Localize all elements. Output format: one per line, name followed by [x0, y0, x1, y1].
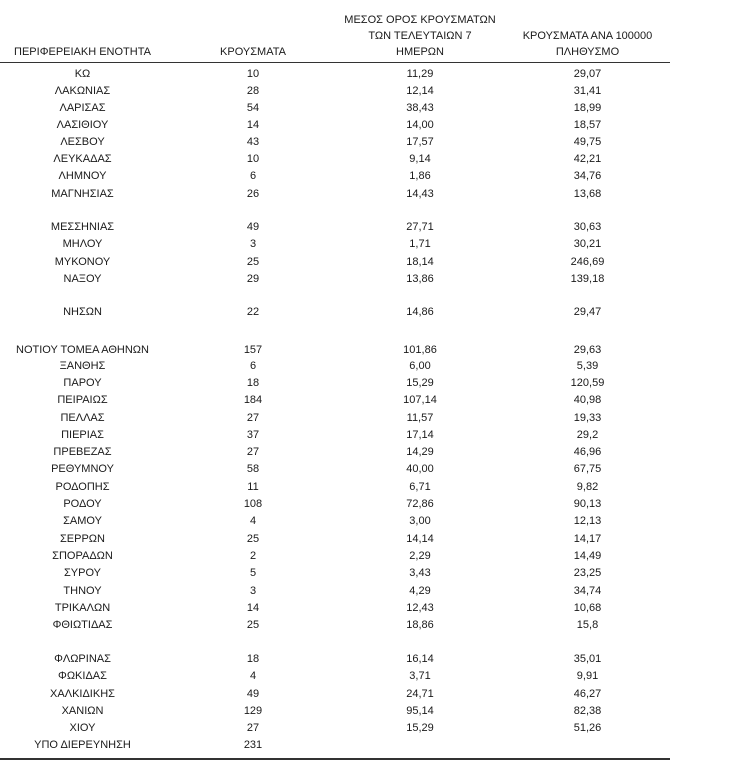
- region-cell: ΦΘΙΩΤΙΔΑΣ: [52, 619, 113, 631]
- avg7-cell: 14,86: [406, 306, 434, 318]
- cases-cell: 25: [246, 619, 260, 631]
- table-row: [0, 236, 670, 252]
- cases-cell: 14: [246, 119, 260, 131]
- avg7-cell: 95,14: [406, 705, 434, 717]
- table-row: [0, 117, 670, 133]
- table-row: [0, 134, 670, 150]
- table-row: [0, 479, 670, 495]
- cases-cell: 26: [246, 188, 260, 200]
- cases-cell: 6: [249, 360, 257, 372]
- region-cell: ΜΗΛΟΥ: [62, 238, 103, 250]
- header-avg7: [330, 12, 510, 60]
- cases-cell: 49: [246, 688, 260, 700]
- avg7-cell: 2,29: [409, 550, 431, 562]
- avg7-cell: 13,86: [406, 273, 434, 285]
- avg7-cell: 40,00: [406, 463, 434, 475]
- cases-cell: 25: [246, 533, 260, 545]
- cases-cell: 43: [246, 136, 260, 148]
- avg7-cell: 107,14: [403, 394, 437, 406]
- avg7-cell: 12,43: [406, 602, 434, 614]
- header-per100k: [505, 28, 670, 60]
- avg7-cell: 17,14: [406, 429, 434, 441]
- per100k-cell: 14,17: [573, 533, 602, 545]
- per100k-cell: 12,13: [573, 515, 602, 527]
- region-cell: ΛΑΚΩΝΙΑΣ: [54, 85, 111, 97]
- cases-cell: 2: [249, 550, 257, 562]
- avg7-cell: 1,86: [409, 170, 431, 182]
- avg7-cell: 11,29: [406, 68, 434, 80]
- header-cases-label: ΚΡΟΥΣΜΑΤΑ: [220, 46, 286, 58]
- cases-cell: 5: [249, 567, 257, 579]
- region-cell: ΠΡΕΒΕΖΑΣ: [53, 446, 112, 458]
- avg7-cell: 72,86: [406, 498, 434, 510]
- cases-cell: 4: [249, 670, 257, 682]
- avg7-cell: 38,43: [406, 102, 434, 114]
- per100k-cell: 34,76: [573, 170, 602, 182]
- per100k-cell: 30,63: [573, 221, 602, 233]
- table-row: [0, 186, 670, 202]
- avg7-cell: 24,71: [406, 688, 434, 700]
- avg7-cell: 3,00: [409, 515, 431, 527]
- cases-cell: 3: [249, 585, 257, 597]
- table-row: [0, 358, 670, 374]
- avg7-cell: 14,29: [406, 446, 434, 458]
- region-cell: ΚΩ: [74, 68, 91, 80]
- cases-cell: 4: [249, 515, 257, 527]
- avg7-cell: 101,86: [403, 344, 437, 356]
- avg7-cell: 3,71: [409, 670, 431, 682]
- header-per100k-line1: ΚΡΟΥΣΜΑΤΑ ΑΝΑ 100000: [522, 30, 653, 42]
- per100k-cell: 10,68: [573, 602, 602, 614]
- cases-cell: 11: [247, 481, 259, 493]
- per100k-cell: 51,26: [573, 722, 602, 734]
- table-row: [0, 219, 670, 235]
- header-avg7-line1: ΜΕΣΟΣ ΟΡΟΣ ΚΡΟΥΣΜΑΤΩΝ: [344, 14, 496, 26]
- region-cell: ΛΕΣΒΟΥ: [60, 136, 105, 148]
- table-row: [0, 444, 670, 460]
- cases-cell: 157: [243, 344, 263, 356]
- avg7-cell: 11,57: [406, 412, 434, 424]
- avg7-cell: 15,29: [406, 377, 434, 389]
- table-row: [0, 651, 670, 667]
- region-cell: ΡΕΘΥΜΝΟΥ: [51, 463, 114, 475]
- region-cell: ΛΗΜΝΟΥ: [58, 170, 107, 182]
- cases-cell: 184: [243, 394, 263, 406]
- table-row: [0, 271, 670, 287]
- region-cell: ΧΙΟΥ: [69, 722, 96, 734]
- region-cell: ΣΥΡΟΥ: [63, 567, 101, 579]
- per100k-cell: 14,49: [573, 550, 602, 562]
- header-avg7-line2: ΤΩΝ ΤΕΛΕΥΤΑΙΩΝ 7: [368, 30, 472, 42]
- avg7-cell: 16,14: [406, 653, 434, 665]
- table-row: [0, 548, 670, 564]
- table-row: [0, 513, 670, 529]
- per100k-cell: 29,63: [573, 344, 602, 356]
- avg7-cell: 14,14: [406, 533, 434, 545]
- avg7-cell: 14,00: [406, 119, 434, 131]
- region-cell: ΦΩΚΙΔΑΣ: [58, 670, 107, 682]
- per100k-cell: 46,27: [573, 688, 602, 700]
- table-row: [0, 703, 670, 719]
- cases-cell: 129: [243, 705, 263, 717]
- table-row: [0, 410, 670, 426]
- table-row: [0, 342, 670, 358]
- per100k-cell: 42,21: [573, 153, 602, 165]
- per100k-cell: 23,25: [573, 567, 602, 579]
- avg7-cell: 14,43: [406, 188, 434, 200]
- cases-cell: 18: [246, 377, 260, 389]
- per100k-cell: 82,38: [573, 705, 602, 717]
- table-row: [0, 583, 670, 599]
- region-cell: ΜΥΚΟΝΟΥ: [54, 256, 111, 268]
- cases-cell: 28: [246, 85, 260, 97]
- per100k-cell: 19,33: [573, 412, 602, 424]
- region-cell: ΡΟΔΟΥ: [63, 498, 102, 510]
- table-row: [0, 66, 670, 82]
- per100k-cell: 9,82: [576, 481, 599, 493]
- per100k-cell: 90,13: [573, 498, 602, 510]
- per100k-cell: 40,98: [573, 394, 602, 406]
- per100k-cell: 139,18: [570, 273, 605, 285]
- table-row: [0, 254, 670, 270]
- cases-cell: 25: [246, 256, 260, 268]
- region-cell: ΦΛΩΡΙΝΑΣ: [54, 653, 111, 665]
- region-cell: ΛΕΥΚΑΔΑΣ: [53, 153, 112, 165]
- cases-cell: 18: [246, 653, 260, 665]
- region-cell: ΧΑΝΙΩΝ: [61, 705, 104, 717]
- table-row: [0, 668, 670, 684]
- region-cell: ΠΙΕΡΙΑΣ: [61, 429, 104, 441]
- per100k-cell: 49,75: [573, 136, 602, 148]
- cases-cell: 14: [246, 602, 260, 614]
- avg7-cell: 6,71: [409, 481, 431, 493]
- cases-cell: 58: [246, 463, 260, 475]
- per100k-cell: 46,96: [573, 446, 602, 458]
- avg7-cell: 17,57: [406, 136, 434, 148]
- per100k-cell: 18,57: [573, 119, 602, 131]
- avg7-cell: 15,29: [406, 722, 434, 734]
- region-cell: ΝΑΞΟΥ: [63, 273, 102, 285]
- avg7-cell: 1,71: [409, 238, 431, 250]
- table-row: [0, 304, 670, 320]
- cases-cell: 10: [246, 153, 260, 165]
- region-cell: ΛΑΡΙΣΑΣ: [59, 102, 106, 114]
- region-cell: ΝΗΣΩΝ: [63, 306, 102, 318]
- region-cell: ΧΑΛΚΙΔΙΚΗΣ: [50, 688, 115, 700]
- avg7-cell: 4,29: [409, 585, 431, 597]
- cases-cell: 29: [246, 273, 260, 285]
- table-row: [0, 83, 670, 99]
- table-row: [0, 496, 670, 512]
- header-per100k-line2: ΠΛΗΘΥΣΜΟ: [555, 46, 620, 58]
- cases-cell: 10: [246, 68, 260, 80]
- per100k-cell: 18,99: [573, 102, 602, 114]
- per100k-cell: 35,01: [573, 653, 602, 665]
- cases-cell: 27: [246, 412, 260, 424]
- region-cell: ΠΕΛΛΑΣ: [60, 412, 105, 424]
- region-cell: ΜΕΣΣΗΝΙΑΣ: [50, 221, 115, 233]
- region-cell: ΤΡΙΚΑΛΩΝ: [54, 602, 111, 614]
- avg7-cell: 18,86: [406, 619, 434, 631]
- table-row: [0, 737, 670, 753]
- table-row: [0, 600, 670, 616]
- table-row: [0, 392, 670, 408]
- region-cell: ΛΑΣΙΘΙΟΥ: [56, 119, 109, 131]
- region-cell: ΝΟΤΙΟΥ ΤΟΜΕΑ ΑΘΗΝΩΝ: [16, 344, 149, 356]
- per100k-cell: 13,68: [573, 188, 602, 200]
- region-cell: ΞΑΝΘΗΣ: [59, 360, 106, 372]
- per100k-cell: 30,21: [573, 238, 602, 250]
- table-row: [0, 100, 670, 116]
- table-row: [0, 427, 670, 443]
- header-cases: [213, 44, 293, 60]
- region-cell: ΥΠΟ ΔΙΕΡΕΥΝΗΣΗ: [34, 739, 131, 751]
- region-cell: ΣΑΜΟΥ: [63, 515, 102, 527]
- avg7-cell: 6,00: [409, 360, 431, 372]
- per100k-cell: 67,75: [573, 463, 602, 475]
- table-bottom-rule: [0, 758, 670, 760]
- cases-cell: 3: [249, 238, 257, 250]
- per100k-cell: 29,47: [573, 306, 602, 318]
- header-divider: [0, 62, 670, 63]
- region-cell: ΠΑΡΟΥ: [63, 377, 102, 389]
- table-row: [0, 720, 670, 736]
- avg7-cell: 18,14: [406, 256, 434, 268]
- per100k-cell: 29,07: [573, 68, 602, 80]
- avg7-cell: 3,43: [409, 567, 431, 579]
- cases-cell: 37: [246, 429, 260, 441]
- header-region: [0, 44, 165, 60]
- cases-cell: 49: [246, 221, 260, 233]
- cases-cell: 27: [246, 446, 260, 458]
- table-row: [0, 531, 670, 547]
- cases-cell: 27: [246, 722, 260, 734]
- per100k-cell: 31,41: [573, 85, 602, 97]
- table-row: [0, 375, 670, 391]
- header-avg7-line3: ΗΜΕΡΩΝ: [396, 46, 444, 58]
- table-row: [0, 565, 670, 581]
- per100k-cell: 246,69: [570, 256, 605, 268]
- per100k-cell: 15,8: [576, 619, 599, 631]
- avg7-cell: 27,71: [406, 221, 434, 233]
- region-cell: ΡΟΔΟΠΗΣ: [55, 481, 110, 493]
- table-row: [0, 617, 670, 633]
- cases-cell: 22: [246, 306, 260, 318]
- table-row: [0, 151, 670, 167]
- cases-cell: 6: [249, 170, 257, 182]
- per100k-cell: 29,2: [576, 429, 599, 441]
- per100k-cell: 9,91: [576, 670, 599, 682]
- per100k-cell: 5,39: [576, 360, 599, 372]
- region-cell: ΤΗΝΟΥ: [63, 585, 102, 597]
- per100k-cell: 34,74: [573, 585, 602, 597]
- cases-cell: 54: [246, 102, 260, 114]
- table-row: [0, 461, 670, 477]
- region-cell: ΜΑΓΝΗΣΙΑΣ: [51, 188, 114, 200]
- header-region-label: ΠΕΡΙΦΕΡΕΙΑΚΗ ΕΝΟΤΗΤΑ: [14, 46, 151, 58]
- region-cell: ΣΕΡΡΩΝ: [60, 533, 105, 545]
- cases-cell: 108: [243, 498, 263, 510]
- avg7-cell: 12,14: [406, 85, 434, 97]
- per100k-cell: 120,59: [570, 377, 605, 389]
- region-cell: ΣΠΟΡΑΔΩΝ: [52, 550, 113, 562]
- region-cell: ΠΕΙΡΑΙΩΣ: [57, 394, 108, 406]
- avg7-cell: 9,14: [409, 153, 431, 165]
- cases-cell: 231: [243, 739, 263, 751]
- table-row: [0, 686, 670, 702]
- table-row: [0, 168, 670, 184]
